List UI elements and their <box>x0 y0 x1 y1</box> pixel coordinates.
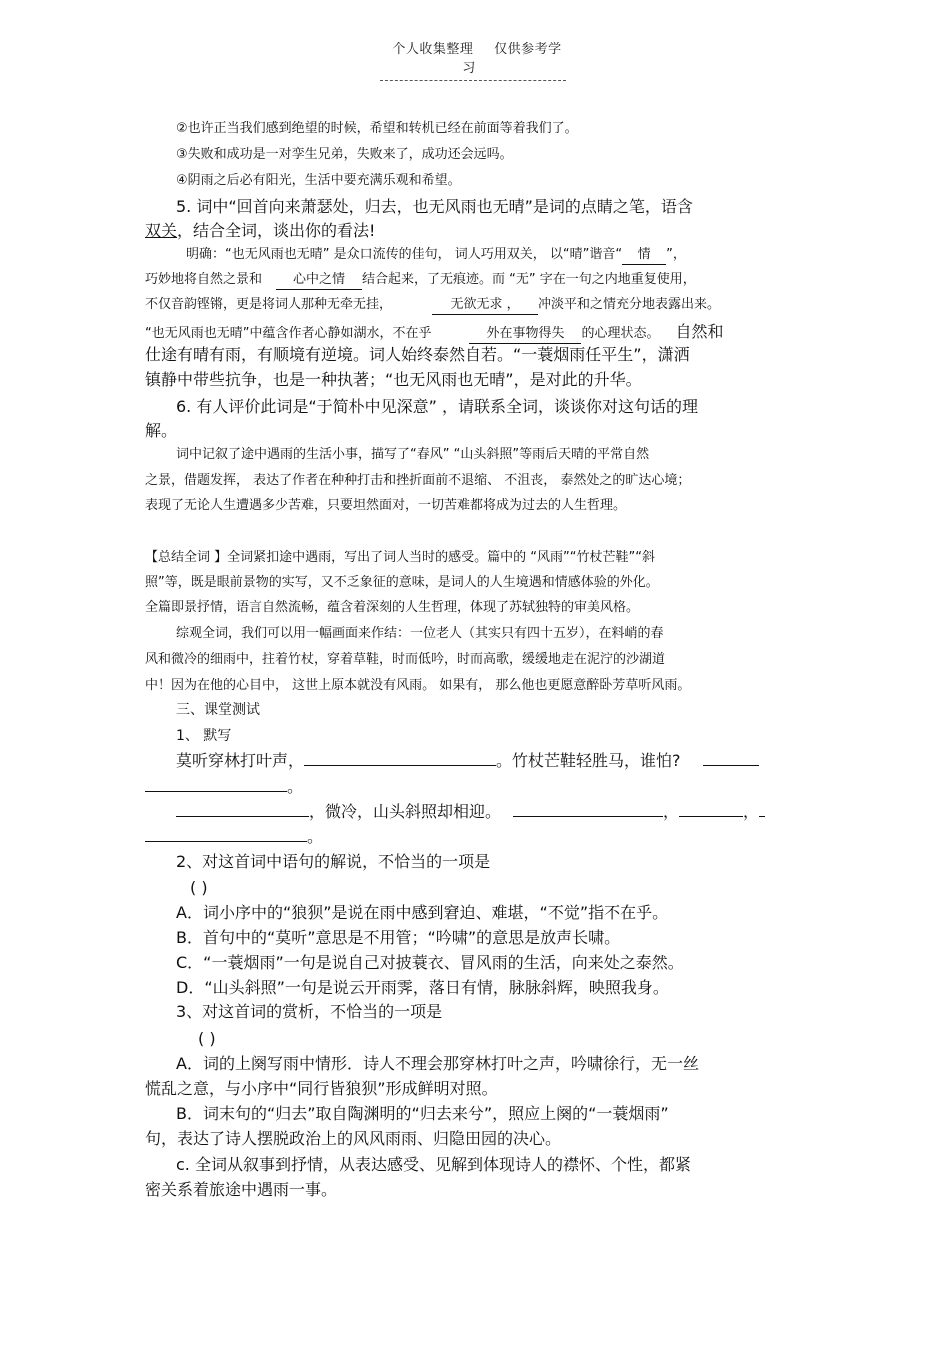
q2-option-b: B．首句中的“莫听”意思是不用管；“吟啸”的意思是放声长啸。 <box>176 928 621 947</box>
q5-answer-5: 仕途有晴有雨，有顺境有逆境。词人始终泰然自若。“一蓑烟雨任平生”，潇洒 <box>145 345 690 364</box>
header-right: 仅供参考学习 <box>462 42 562 76</box>
q6-answer-3: 表现了无论人生遭遇多少苦难，只要坦然面对，一切苦难都将成为过去的人生哲理。 <box>145 498 627 513</box>
test-q3: 3、对这首词的赏析，不恰当的一项是 <box>176 1002 443 1021</box>
q2-answer-paren: ( ) <box>190 878 208 897</box>
q5-answer-4: “也无风雨也无晴”中蕴含作者心静如湖水，不在乎 外在事物得失 的心理状态。 自然和 <box>145 321 724 344</box>
item-4: ④阴雨之后必有阳光，生活中要充满乐观和希望。 <box>176 173 461 188</box>
q3-option-c-line1: c. 全词从叙事到抒情，从表达感受、见解到体现诗人的襟怀、个性，都紧 <box>176 1155 691 1174</box>
q2-option-d: D．“山头斜照”一句是说云开雨霁，落日有情，脉脉斜辉，映照我身。 <box>176 978 669 997</box>
summary-line-4: 综观全词，我们可以用一幅画面来作结：一位老人（其实只有四十五岁），在料峭的春 <box>176 626 664 641</box>
q5-underlined: 双关 <box>145 221 178 240</box>
test-heading: 三、课堂测试 <box>176 702 260 718</box>
blank-6[interactable] <box>679 802 743 817</box>
q5-line2: 双关，结合全词，谈出你的看法! <box>145 221 376 240</box>
q3-option-b-line1: B．词末句的“归去”取自陶渊明的“归去来兮”，照应上阕的“一蓑烟雨” <box>176 1104 669 1123</box>
item-3: ③失败和成功是一对孪生兄弟，失败来了，成功还会远吗。 <box>176 147 513 162</box>
q5-fill-3: 无欲无求 ， <box>432 296 538 315</box>
q3-option-c-line2: 密关系着旅途中遇雨一事。 <box>145 1180 338 1199</box>
blank-5[interactable] <box>513 802 663 817</box>
blank-3[interactable] <box>145 777 287 792</box>
q3-answer-paren: ( ) <box>198 1029 216 1048</box>
q2-option-c: C．“一蓑烟雨”一句是说自己对披蓑衣、冒风雨的生活，向来处之泰然。 <box>176 953 684 972</box>
q3-option-b-line2: 句，表达了诗人摆脱政治上的风风雨雨、归隐田园的决心。 <box>145 1129 562 1148</box>
q5-answer-3: 不仅音韵铿锵，更是将词人那种无牵无挂， 无欲无求 ， 冲淡平和之情充分地表露出来。 <box>145 296 720 315</box>
q6-answer-2: 之景，借题发挥， 表达了作者在种种打击和挫折面前不退缩、 不沮丧， 泰然处之的旷达心境； <box>145 473 691 488</box>
blank-7[interactable] <box>759 802 765 817</box>
q5-answer-2: 巧妙地将自然之景和 心中之情 结合起来，了无痕迹。而 “无” 字在一句之内地重复使用， <box>145 271 696 290</box>
summary-line-3: 全篇即景抒情，语言自然流畅，蕴含着深刻的人生哲理，体现了苏轼独特的审美风格。 <box>145 600 640 615</box>
summary-line-1: 【总结全词 】全词紧扣途中遇雨，写出了词人当时的感受。篇中的 “风雨”“竹杖芒鞋”“斜 <box>145 550 655 565</box>
q3-option-a-line2: 慌乱之意，与小序中“同行皆狼狈”形成鲜明对照。 <box>145 1079 498 1098</box>
q5-answer-6: 镇静中带些抗争，也是一种执著；“也无风雨也无晴”，是对此的升华。 <box>145 370 642 389</box>
dictation-line-3: ，微冷，山头斜照却相迎。 ， ， <box>176 801 765 823</box>
item-2: ②也许正当我们感到绝望的时候，希望和转机已经在前面等着我们了。 <box>176 121 578 136</box>
summary-line-6: 中！因为在他的心目中， 这世上原本就没有风雨。 如果有， 那么他也更愿意醉卧芳草听风雨。 <box>145 678 691 693</box>
q3-option-a-line1: A．词的上阕写雨中情形．诗人不理会那穿林打叶之声，吟啸徐行，无一丝 <box>176 1054 699 1073</box>
q5-fill-2: 心中之情 <box>276 271 362 290</box>
header-left: 个人收集整理 <box>392 42 474 57</box>
summary-label: 【总结全词 】 <box>145 550 228 565</box>
q5-fill-1: 情 <box>622 246 666 265</box>
dictation-line-1: 莫听穿林打叶声， 。竹杖芒鞋轻胜马，谁怕? <box>176 750 759 772</box>
q6-line2: 解。 <box>145 421 178 440</box>
blank-1[interactable] <box>304 751 496 766</box>
page-header <box>380 38 566 81</box>
blank-8[interactable] <box>145 827 307 842</box>
summary-line-2: 照”等，既是眼前景物的实写，又不乏象征的意味，是词人的人生境遇和情感体验的外化。 <box>145 575 659 590</box>
q5-line1: 5. 词中“回首向来萧瑟处，归去，也无风雨也无晴”是词的点睛之笔，语含 <box>176 197 693 216</box>
q2-option-a: A．词小序中的“狼狈”是说在雨中感到窘迫、难堪，“不觉”指不在乎。 <box>176 903 669 922</box>
q6-answer-1: 词中记叙了途中遇雨的生活小事，描写了“春风” “山头斜照”等雨后天晴的平常自然 <box>176 447 650 462</box>
dictation-line-2: 。 <box>145 776 303 798</box>
test-q2: 2、对这首词中语句的解说，不恰当的一项是 <box>176 852 491 871</box>
q6-line1: 6. 有人评价此词是“于简朴中见深意” ，请联系全词，谈谈你对这句话的理 <box>176 397 699 416</box>
blank-2[interactable] <box>703 751 759 766</box>
q5-fill-4: 外在事物得失 <box>469 325 581 344</box>
dictation-line-4: 。 <box>145 826 323 848</box>
blank-4[interactable] <box>176 802 309 817</box>
test-q1: 1、 默写 <box>176 728 232 744</box>
q5-answer-1: 明确：“也无风雨也无晴” 是众口流传的佳句， 词人巧用双关， 以“晴”谐音“ 情 ”， <box>186 246 686 265</box>
summary-line-5: 风和微冷的细雨中，拄着竹杖，穿着草鞋，时而低吟，时而高歌，缓缓地走在泥泞的沙湖道 <box>145 652 666 667</box>
